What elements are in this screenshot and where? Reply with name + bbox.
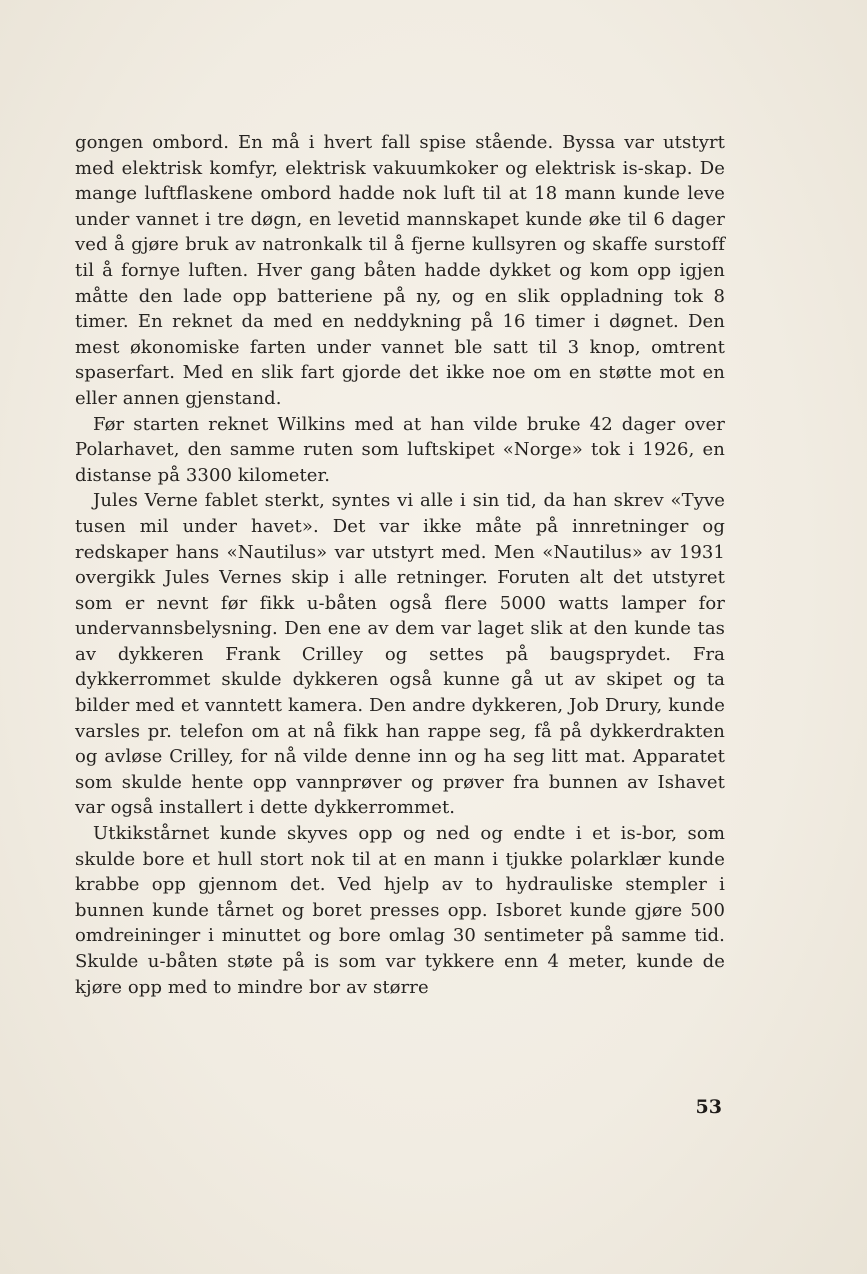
paragraph-2: Før starten reknet Wilkins med at han vilde bruke 42 dager over Polarhavet, den samme ruten som luftskipet «Norge» tok i 1926, en distanse på 3300 kilometer. — [75, 413, 725, 486]
paragraph-4: Utkikstårnet kunde skyves opp og ned og endte i et is-bor, som skulde bore et hull stort nok til at en mann i tjukke polarklær kunde krabbe opp gjennom det. Ved hjelp av to hydrauliske stempler i bunnen kunde tårnet og boret presses opp. Isboret kunde gjøre 500 omdreininger i minuttet og bore omlag 30 sentimeter på samme tid. Skulde u-båten støte på is som var tykkere enn 4 meter, kunde de kjøre opp med to mindre bor av større — [75, 823, 725, 998]
body-text — [75, 130, 725, 1000]
page-number: 53 — [695, 1096, 722, 1118]
paragraph-1: gongen ombord. En må i hvert fall spise stående. Byssa var utstyrt med elektrisk komfyr, elektrisk vakuumkoker og elektrisk is-skap. De mange luftflaskene ombord hadde nok luft til at 18 mann kunde leve under vannet i tre døgn, en levetid mannskapet kunde øke til 6 dager ved å gjøre bruk av natronkalk til å fjerne kullsyren og skaffe surstoff til å fornye luften. Hver gang båten hadde dykket og kom opp igjen måtte den lade opp batteriene på ny, og en slik oppladning tok 8 timer. En reknet da med en neddykning på 16 timer i døgnet. Den mest økonomiske farten under vannet ble satt til 3 knop, omtrent spaserfart. Med en slik fart gjorde det ikke noe om en støtte mot en eller annen gjenstand. — [75, 132, 725, 409]
paragraph-3: Jules Verne fablet sterkt, syntes vi alle i sin tid, da han skrev «Tyve tusen mil under havet». Det var ikke måte på innretninger og redskaper hans «Nautilus» var utstyrt med. Men «Nautilus» av 1931 overgikk Jules Vernes skip i alle retninger. Foruten alt det utstyret som er nevnt før fikk u-båten også flere 5000 watts lamper for undervannsbelysning. Den ene av dem var laget slik at den kunde tas av dykkeren Frank Crilley og settes på baugsprydet. Fra dykkerrommet skulde dykkeren også kunne gå ut av skipet og ta bilder med et vanntett kamera. Den andre dykkeren, Job Drury, kunde varsles pr. telefon om at nå fikk han rappe seg, få på dykkerdrakten og avløse Crilley, for nå vilde denne inn og ha seg litt mat. Apparatet som skulde hente opp vannprøver og prøver fra bunnen av Ishavet var også installert i dette dykkerrommet. — [75, 490, 725, 819]
